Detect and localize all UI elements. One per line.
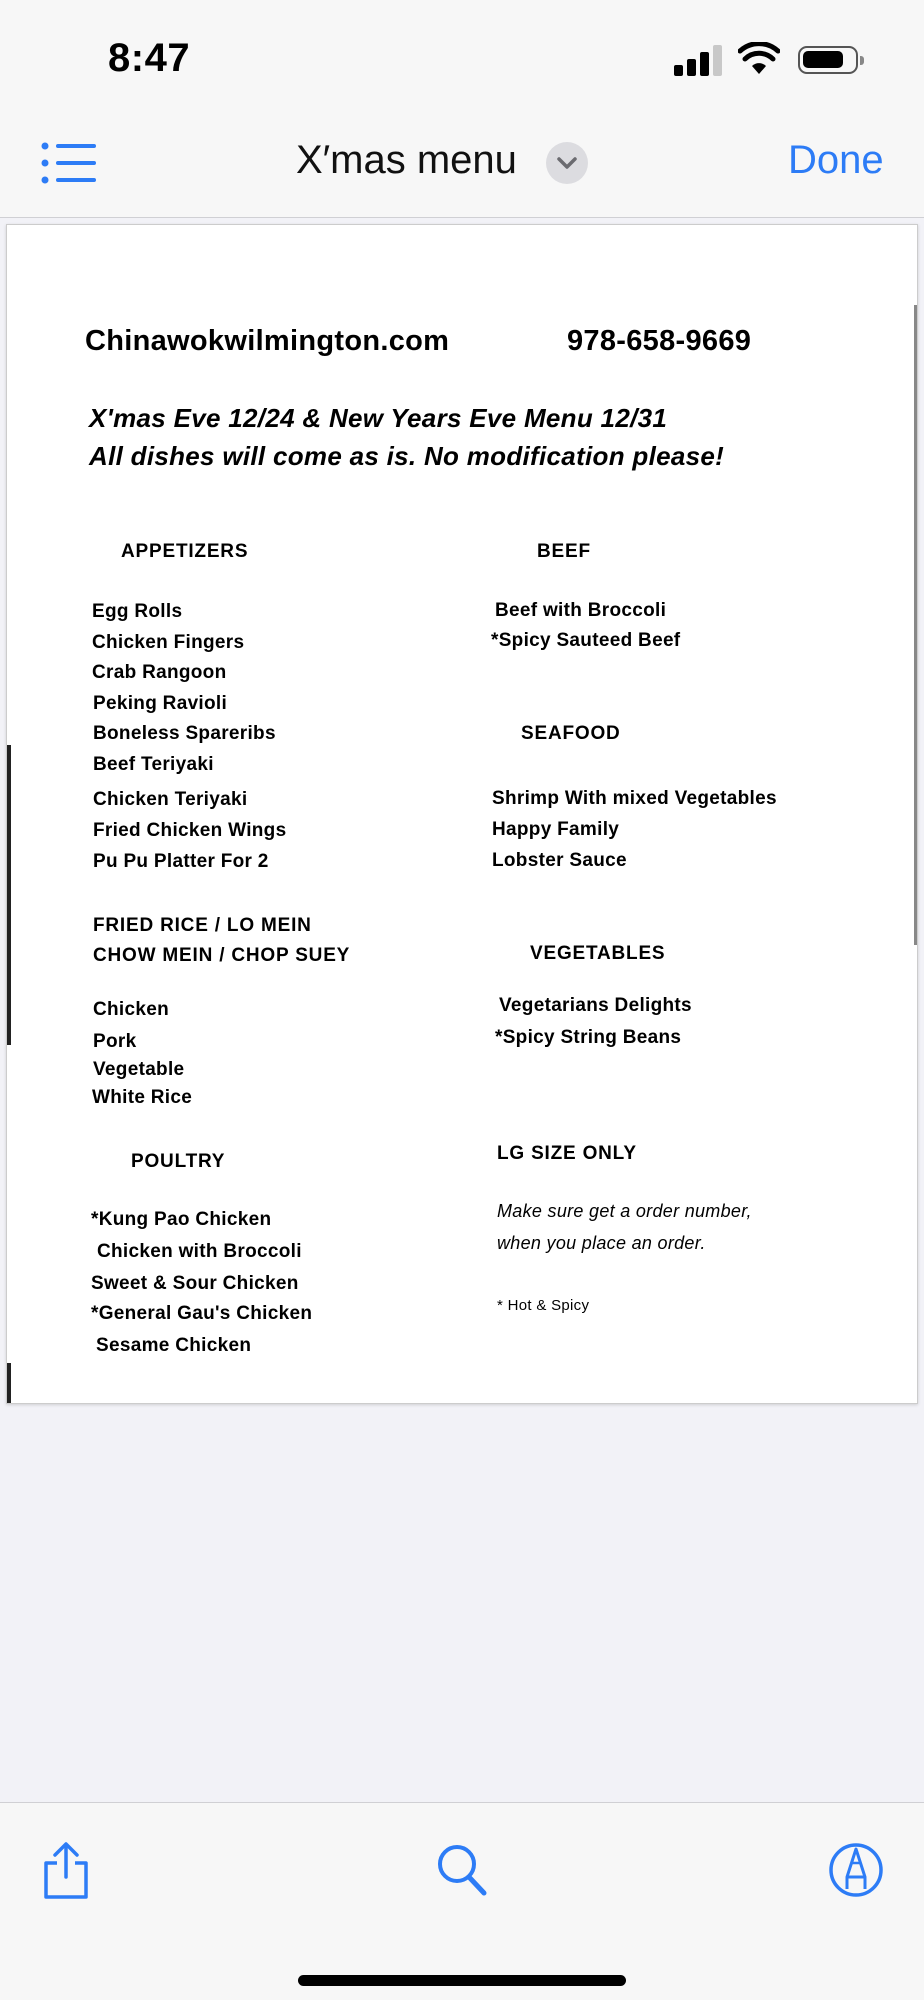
chevron-down-icon <box>556 154 578 172</box>
wifi-icon <box>738 42 780 76</box>
status-bar <box>0 0 924 120</box>
menu-item: Happy Family <box>492 819 620 840</box>
order-note: Make sure get a order number, <box>497 1201 752 1221</box>
menu-item: Chicken <box>93 999 170 1020</box>
markup-icon[interactable] <box>826 1839 886 1901</box>
section-title-vegetables: VEGETABLES <box>530 943 666 964</box>
menu-item: Pork <box>93 1031 137 1052</box>
scan-edge <box>914 305 917 945</box>
menu-item: *Spicy Sauteed Beef <box>491 630 681 651</box>
status-time: 8:47 <box>108 36 191 80</box>
done-button[interactable]: Done <box>788 138 884 182</box>
menu-item: Shrimp With mixed Vegetables <box>492 788 777 809</box>
scan-edge <box>7 745 11 1045</box>
website-text: Chinawokwilmington.com <box>85 325 450 357</box>
cellular-signal-icon <box>674 44 722 76</box>
menu-item: Peking Ravioli <box>93 693 228 714</box>
menu-item: Chicken with Broccoli <box>97 1241 302 1262</box>
menu-item: *General Gau's Chicken <box>91 1303 313 1324</box>
share-icon[interactable] <box>36 1839 96 1901</box>
menu-item: Egg Rolls <box>92 601 183 622</box>
menu-item: *Spicy String Beans <box>495 1027 682 1048</box>
size-note: LG SIZE ONLY <box>497 1143 637 1164</box>
list-icon[interactable] <box>40 140 98 186</box>
menu-item: Sweet & Sour Chicken <box>91 1273 299 1294</box>
document-page[interactable] <box>6 224 918 1404</box>
section-title-seafood: SEAFOOD <box>521 723 621 744</box>
section-title-appetizers: APPETIZERS <box>121 541 249 562</box>
bottom-toolbar <box>0 1802 924 2000</box>
section-title-rice-line2: CHOW MEIN / CHOP SUEY <box>93 945 351 966</box>
menu-item: Vegetarians Delights <box>499 995 692 1016</box>
menu-item: Chicken Teriyaki <box>93 789 248 810</box>
menu-item: Beef Teriyaki <box>93 754 214 775</box>
battery-icon <box>798 46 858 74</box>
scan-edge <box>7 1363 11 1403</box>
menu-item: Beef with Broccoli <box>495 600 667 621</box>
home-indicator[interactable] <box>298 1975 626 1986</box>
spicy-legend: * Hot & Spicy <box>497 1297 590 1314</box>
menu-headline: X'mas Eve 12/24 & New Years Eve Menu 12/31 <box>89 403 668 433</box>
menu-subheadline: All dishes will come as is. No modification please! <box>89 441 725 471</box>
menu-item: Crab Rangoon <box>92 662 227 683</box>
menu-item: Chicken Fingers <box>92 632 245 653</box>
title-menu-button[interactable] <box>546 142 588 184</box>
menu-item: White Rice <box>92 1087 193 1108</box>
section-title-poultry: POULTRY <box>131 1151 226 1172</box>
order-note-line2: when you place an order. <box>497 1233 706 1253</box>
menu-item: Sesame Chicken <box>96 1335 252 1356</box>
menu-item: Boneless Spareribs <box>93 723 276 744</box>
menu-item: Pu Pu Platter For 2 <box>93 851 269 872</box>
document-title[interactable]: X′mas menu <box>296 138 517 182</box>
section-title-beef: BEEF <box>537 541 591 562</box>
menu-item: Fried Chicken Wings <box>93 820 287 841</box>
section-title-rice: FRIED RICE / LO MEIN <box>93 915 312 936</box>
menu-item: Lobster Sauce <box>492 850 627 871</box>
phone-number: 978-658-9669 <box>567 325 752 357</box>
search-icon[interactable] <box>432 1839 492 1901</box>
navigation-bar <box>0 120 924 218</box>
menu-item: Vegetable <box>93 1059 185 1080</box>
menu-item: *Kung Pao Chicken <box>91 1209 272 1230</box>
